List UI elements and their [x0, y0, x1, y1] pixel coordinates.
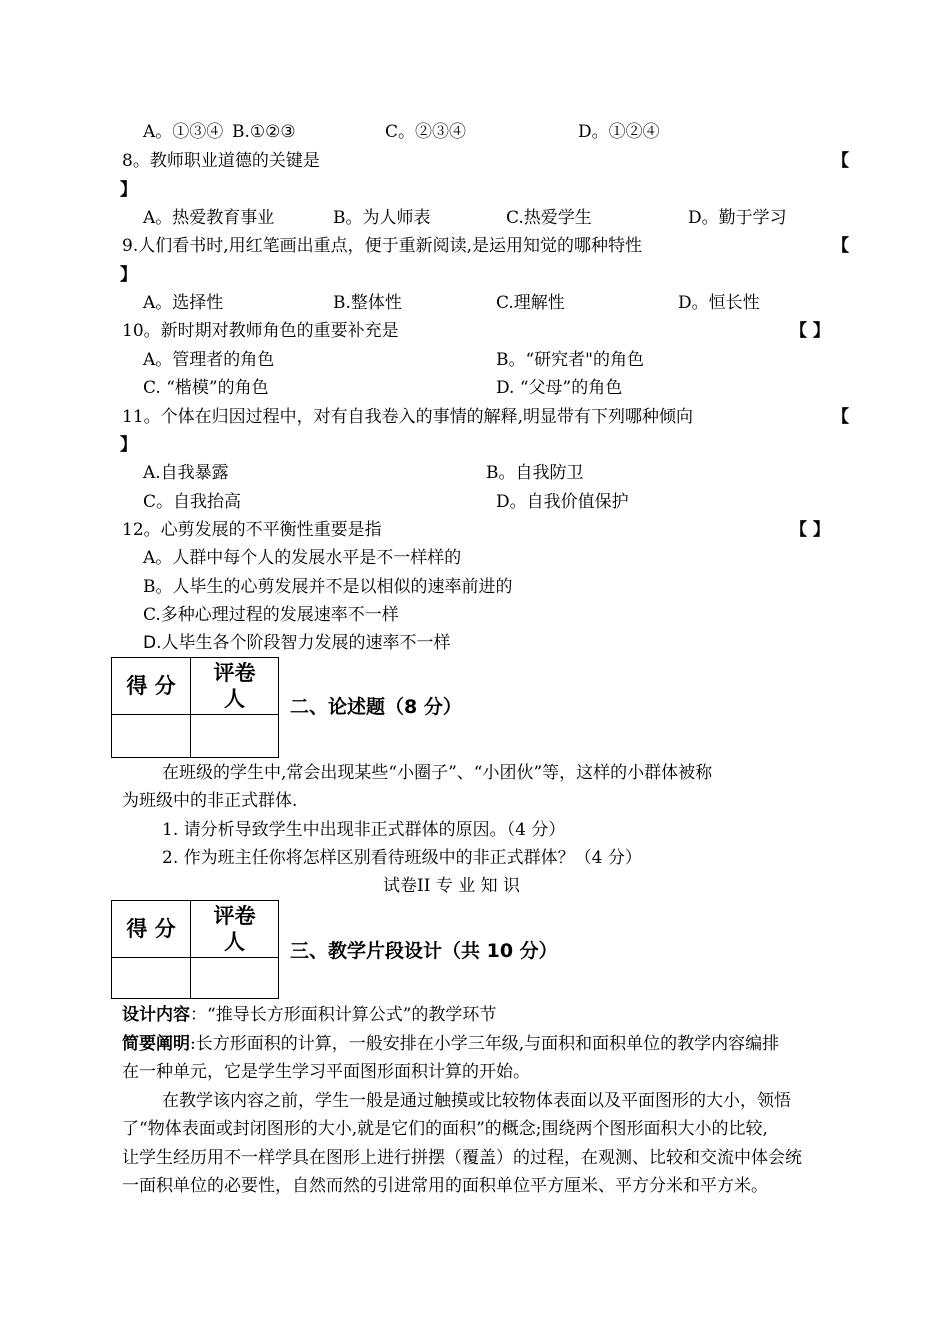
- grader-label-cell: [191, 901, 279, 958]
- q7-option-a: A。①③④: [143, 122, 224, 142]
- score-entry-cell[interactable]: [112, 958, 191, 999]
- q9-stem: 9.人们看书时,用红笔画出重点，便于重新阅读,是运用知觉的哪种特性: [122, 236, 643, 256]
- q8-option-b: B。为人师表: [333, 208, 431, 228]
- q10-answer-bracket: 【 】: [790, 321, 830, 341]
- q8-answer-bracket-open: 【: [832, 151, 849, 171]
- q9-option-d: D。恒长性: [678, 293, 760, 313]
- q8-stem: 8。教师职业道德的关键是: [122, 151, 320, 171]
- score-label: 得 分: [126, 674, 176, 698]
- section-2-item-1: 1. 请分析导致学生中出现非正式群体的原因。（4 分）: [162, 820, 566, 840]
- section-3-title: 三、教学片段设计（共 10 分）: [290, 940, 558, 962]
- section-2-title: 二、论述题（8 分）: [290, 696, 462, 718]
- q11-option-a: A.自我暴露: [143, 463, 229, 483]
- brief-explanation-text: :长方形面积的计算，一般安排在小学三年级,与面积和面积单位的教学内容编排: [190, 1034, 780, 1054]
- q7-option-c: C。②③④: [385, 122, 467, 142]
- grader-label-cell: [191, 658, 279, 715]
- grader-label-line-1: 评卷: [213, 661, 256, 685]
- score-table-section-2: [111, 657, 279, 758]
- q11-option-c: C。自我抬高: [143, 492, 242, 512]
- q9-option-b: B.整体性: [333, 293, 402, 313]
- q12-option-a: A。人群中每个人的发展水平是不一样样的: [143, 548, 462, 568]
- q10-option-d: D. “父母”的角色: [496, 378, 623, 398]
- brief-explanation-label: 简要阐明: [122, 1034, 190, 1054]
- q12-option-d: D.人毕生各个阶段智力发展的速率不一样: [143, 633, 451, 653]
- brief-explanation-line: [122, 1033, 779, 1055]
- q8-option-a: A。热爱教育事业: [143, 208, 275, 228]
- section-2-item-2: 2. 作为班主任你将怎样区别看待班级中的非正式群体？（4 分）: [162, 848, 642, 868]
- q10-option-b: B。“研究者"的角色: [496, 350, 645, 370]
- score-label: 得 分: [126, 917, 176, 941]
- q9-option-a: A。选择性: [143, 293, 224, 313]
- q11-option-d: D。自我价值保护: [496, 492, 629, 512]
- q10-stem: 10。新时期对教师角色的重要补充是: [122, 321, 399, 341]
- section-2-intro-line-2: 为班级中的非正式群体.: [122, 791, 298, 811]
- brief-explanation-line-2: 在一种单元，它是学生学习平面图形面积计算的开始。: [122, 1062, 530, 1082]
- q11-answer-bracket-open: 【: [832, 407, 849, 427]
- q9-option-c: C.理解性: [496, 293, 565, 313]
- q7-option-b: B.①②③: [232, 122, 296, 142]
- q10-option-c: C. “楷模”的角色: [143, 378, 269, 398]
- q11-stem: 11。个体在归因过程中，对有自我卷入的事情的解释,明显带有下列哪种倾向: [122, 407, 694, 427]
- q8-option-d: D。勤于学习: [688, 208, 787, 228]
- q12-option-c: C.多种心理过程的发展速率不一样: [143, 605, 399, 625]
- score-table-section-3: [111, 900, 279, 999]
- q12-stem: 12。心剪发展的不平衡性重要是指: [122, 520, 382, 540]
- section-3-paragraph-line-4: 一面积单位的必要性，自然而然的引进常用的面积单位平方厘米、平方分米和平方米。: [122, 1176, 768, 1196]
- q8-option-c: C.热爱学生: [506, 208, 592, 228]
- design-content-label: 设计内容: [122, 1005, 190, 1025]
- q11-option-b: B。自我防卫: [486, 463, 584, 483]
- grader-entry-cell[interactable]: [191, 958, 279, 999]
- grader-label-line-2: 人: [224, 687, 245, 711]
- design-content-line: [122, 1004, 496, 1026]
- grader-label-line-2: 人: [224, 930, 245, 954]
- section-2-intro-line-1: 在班级的学生中,常会出现某些“小圈子”、“小团伙”等，这样的小群体被称: [162, 763, 713, 783]
- section-3-paragraph-line-1: 在教学该内容之前，学生一般是通过触摸或比较物体表面以及平面图形的大小，领悟: [162, 1091, 791, 1111]
- q12-option-b: B。人毕生的心剪发展并不是以相似的速率前进的: [143, 577, 513, 597]
- grader-entry-cell[interactable]: [191, 715, 279, 758]
- section-3-paragraph-line-3: 让学生经历用不一样学具在图形上进行拼摆（覆盖）的过程，在观测、比较和交流中体会统: [122, 1148, 802, 1168]
- design-content-text: ：“推导长方形面积计算公式”的教学环节: [190, 1005, 497, 1025]
- paper-2-heading: 试卷II 专 业 知 识: [383, 876, 521, 896]
- q9-answer-bracket-open: 【: [832, 236, 849, 256]
- q12-answer-bracket: 【 】: [790, 520, 830, 540]
- grader-label-line-1: 评卷: [213, 904, 256, 928]
- section-3-paragraph-line-2: 了“物体表面或封闭图形的大小,就是它们的面积”的概念;围绕两个图形面积大小的比较,: [122, 1119, 768, 1139]
- score-label-cell: [112, 901, 191, 958]
- q11-answer-bracket-close: 】: [120, 435, 137, 455]
- q8-answer-bracket-close: 】: [120, 180, 137, 200]
- score-entry-cell[interactable]: [112, 715, 191, 758]
- q9-answer-bracket-close: 】: [120, 265, 137, 285]
- q10-option-a: A。管理者的角色: [143, 350, 275, 370]
- score-label-cell: [112, 658, 191, 715]
- q7-option-d: D。①②④: [578, 122, 660, 142]
